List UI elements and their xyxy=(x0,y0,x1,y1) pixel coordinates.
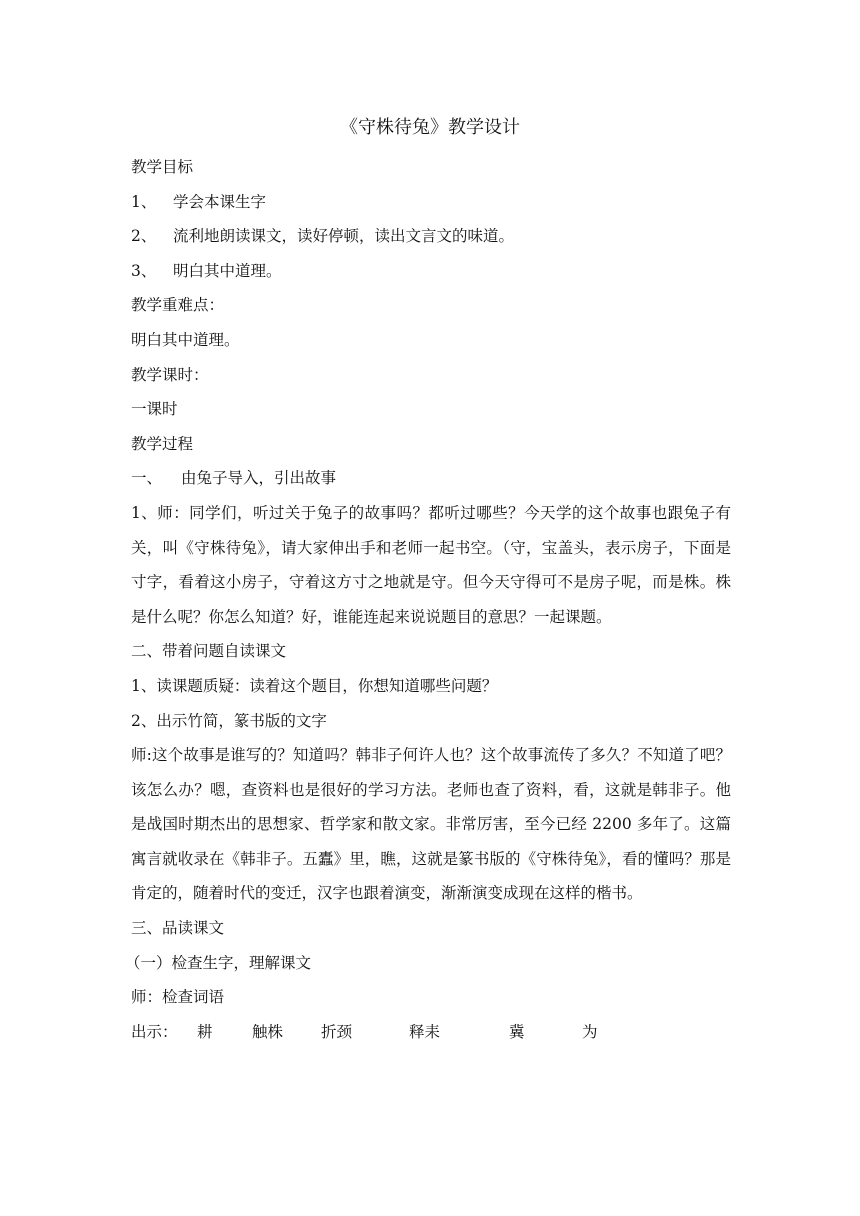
word-item: 耕 xyxy=(197,1022,213,1041)
check-words-line: 师：检查词语 xyxy=(131,988,225,1007)
word-item: 为 xyxy=(582,1022,598,1041)
goal-text: 明白其中道理。 xyxy=(173,261,282,280)
word-item: 释耒 xyxy=(409,1022,441,1041)
process-heading: 教学过程 xyxy=(131,434,194,453)
section-two-item: 1、读课题质疑：读着这个题目，你想知道哪些问题？ xyxy=(131,676,498,695)
goal-item xyxy=(131,219,731,254)
document-body xyxy=(125,150,731,1049)
section-one-paragraph: 1、师：同学们，听过关于兔子的故事吗？都听过哪些？今天学的这个故事也跟兔子有关，叫《守株待兔》，请大家伸出手和老师一起书空。（守，宝盖头，表示房子，下面是寸字，看着这小房子，守着这方寸之地就是守。但今天守得可不是房子呢，而是株。株是什么呢？你怎么知道？好，谁能连起来说说题目的意思？一起课题。 xyxy=(131,503,731,626)
section-three-title: 三、品读课文 xyxy=(131,919,225,938)
word-item: 折颈 xyxy=(321,1022,353,1041)
hours-heading: 教学课时： xyxy=(131,365,209,384)
goal-text: 流利地朗读课文，读好停顿，读出文言文的味道。 xyxy=(173,227,515,246)
goal-item xyxy=(131,185,731,220)
difficulty-text: 明白其中道理。 xyxy=(131,330,240,349)
hours-text: 一课时 xyxy=(131,400,178,419)
difficulty-heading: 教学重难点： xyxy=(131,296,225,315)
goal-item xyxy=(131,254,731,289)
goal-number: 1、 xyxy=(131,192,157,211)
section-number: 一、 xyxy=(131,469,163,488)
word-list xyxy=(131,1015,731,1050)
goal-text: 学会本课生字 xyxy=(173,192,267,211)
word-list-label: 出示： xyxy=(131,1022,178,1041)
goal-number: 2、 xyxy=(131,227,157,246)
section-title: 由兔子导入，引出故事 xyxy=(181,469,337,488)
word-item: 触株 xyxy=(252,1022,284,1041)
section-two-paragraph: 师:这个故事是谁写的？知道吗？韩非子何许人也？这个故事流传了多久？不知道了吧？该怎么办？嗯，查资料也是很好的学习方法。老师也查了资料，看，这就是韩非子。他是战国时期杰出的思想家、哲学家和散文家。非常厉害，至今已经 2200 多年了。这篇寓言就收录在《韩非子。五蠹》里，瞧，这就是篆书版的《守株待兔》，看的懂吗？那是肯定的，随着时代的变迁，汉字也跟着演变，渐渐演变成现在这样的楷书。 xyxy=(131,746,731,903)
document-title: 《守株待兔》教学设计 xyxy=(340,117,520,138)
section-one-title xyxy=(131,461,731,496)
goal-number: 3、 xyxy=(131,261,157,280)
goals-heading: 教学目标 xyxy=(131,158,194,176)
word-item: 冀 xyxy=(509,1022,525,1041)
section-two-title: 二、带着问题自读课文 xyxy=(131,642,287,661)
section-two-item: 2、出示竹简，篆书版的文字 xyxy=(131,711,327,730)
subsection-title: （一）检查生字，理解课文 xyxy=(125,953,312,972)
